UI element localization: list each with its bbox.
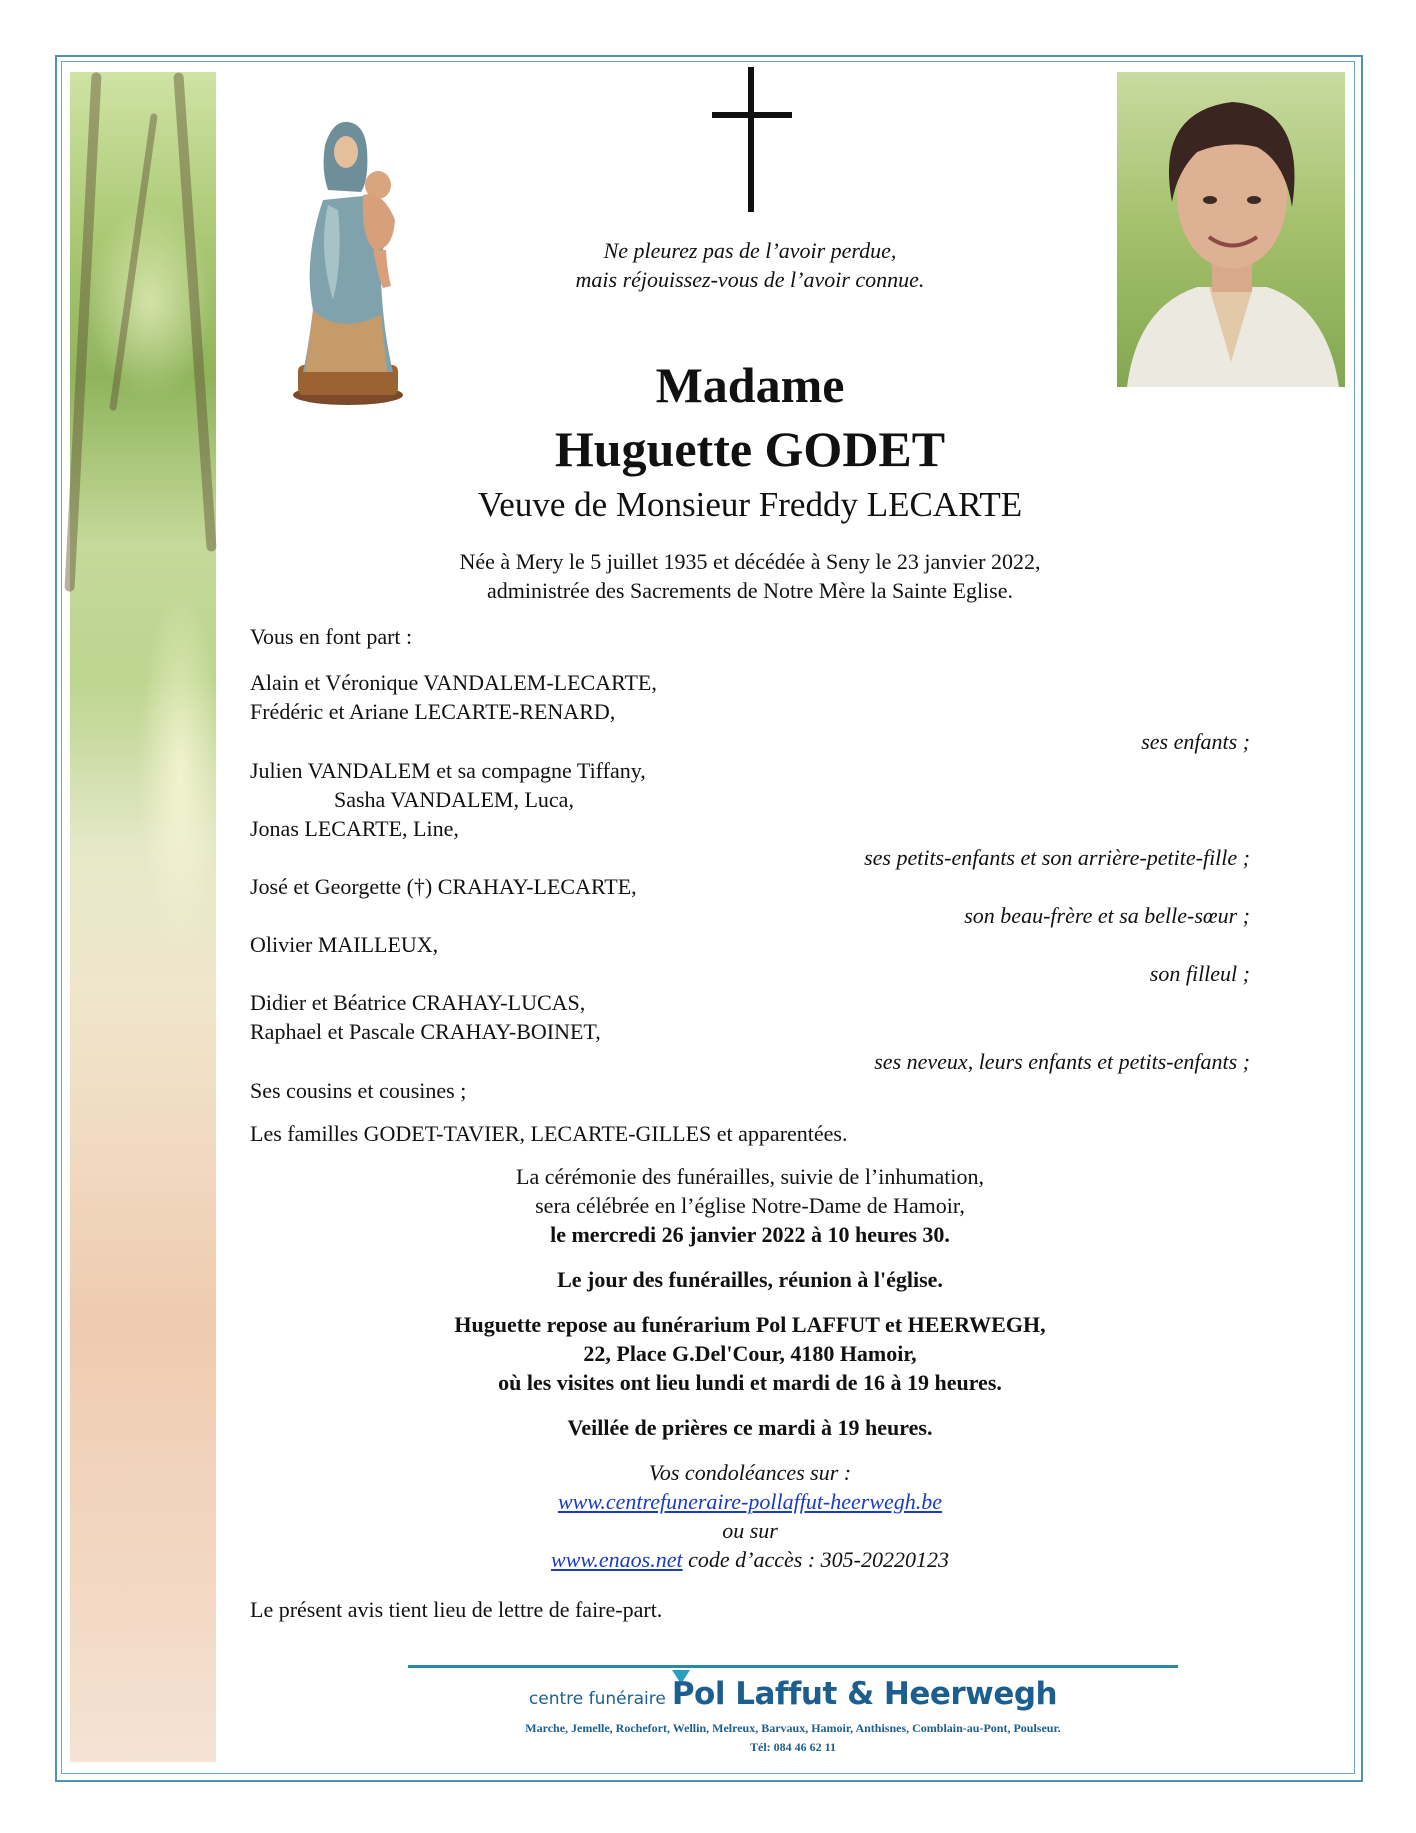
cousins-line: Ses cousins et cousines ; bbox=[250, 1078, 467, 1103]
godson-line: Olivier MAILLEUX, bbox=[250, 932, 439, 957]
birth-death-info bbox=[250, 547, 1250, 605]
access-code: code d’accès : 305-20220123 bbox=[682, 1547, 949, 1572]
funerarium-info bbox=[250, 1310, 1250, 1397]
condolences-block bbox=[250, 1458, 1250, 1574]
birth-death-line-2: administrée des Sacrements de Notre Mère la Sainte Eglise. bbox=[487, 578, 1013, 603]
notice-line: Le présent avis tient lieu de lettre de faire-part. bbox=[250, 1597, 663, 1622]
enaos-link[interactable]: www.enaos.net bbox=[551, 1547, 683, 1572]
family-member: Julien VANDALEM et sa compagne Tiffany, bbox=[250, 758, 646, 783]
children-label: ses enfants ; bbox=[1141, 729, 1250, 754]
children-list bbox=[250, 668, 657, 726]
family-member: Sasha VANDALEM, Luca, bbox=[334, 787, 574, 812]
birth-death-line-1: Née à Mery le 5 juillet 1935 et décédée à Seny le 23 janvier 2022, bbox=[459, 549, 1041, 574]
logo-phone: Tél: 084 46 62 11 bbox=[750, 1740, 836, 1754]
funerarium-visits: où les visites ont lieu lundi et mardi de 16 à 19 heures. bbox=[498, 1370, 1002, 1395]
logo-prefix: centre funéraire bbox=[528, 1689, 666, 1709]
ceremony-line-1: La cérémonie des funérailles, suivie de l’inhumation, bbox=[516, 1164, 984, 1189]
vigil-line: Veillée de prières ce mardi à 19 heures. bbox=[567, 1415, 933, 1440]
family-member: Alain et Véronique VANDALEM-LECARTE, bbox=[250, 670, 657, 695]
logo-locations: Marche, Jemelle, Rochefort, Wellin, Melreux, Barvaux, Hamoir, Anthisnes, Comblain-au-Pont, Poulseur. bbox=[525, 1721, 1061, 1735]
ceremony-line-2: sera célébrée en l’église Notre-Dame de Hamoir, bbox=[535, 1193, 965, 1218]
deceased-title: Madame bbox=[655, 357, 845, 413]
ceremony-info bbox=[250, 1162, 1250, 1249]
logo-brand: Pol Laffut & Heerwegh bbox=[671, 1676, 1058, 1712]
family-member: Raphael et Pascale CRAHAY-BOINET, bbox=[250, 1019, 601, 1044]
forest-path-image bbox=[70, 72, 216, 1762]
inlaws-label: son beau-frère et sa belle-sœur ; bbox=[964, 903, 1250, 928]
epigraph-line-2: mais réjouissez-vous de l’avoir connue. bbox=[575, 267, 925, 292]
nephews-list bbox=[250, 988, 601, 1046]
deceased-name: Huguette GODET bbox=[554, 421, 946, 477]
epigraph bbox=[250, 236, 1250, 294]
funerarium-line-1: Huguette repose au funérarium Pol LAFFUT et HEERWEGH, bbox=[454, 1312, 1046, 1337]
spouse-line: Veuve de Monsieur Freddy LECARTE bbox=[477, 485, 1023, 524]
condolences-or: ou sur bbox=[722, 1518, 778, 1543]
grandchildren-label: ses petits-enfants et son arrière-petite-fille ; bbox=[864, 845, 1250, 870]
cross-icon bbox=[712, 67, 792, 212]
epigraph-line-1: Ne pleurez pas de l’avoir perdue, bbox=[603, 238, 897, 263]
logo-divider bbox=[408, 1665, 1178, 1668]
inlaws-line: José et Georgette (†) CRAHAY-LECARTE, bbox=[250, 874, 637, 899]
intro-line: Vous en font part : bbox=[250, 624, 413, 649]
funeral-home-link[interactable]: www.centrefuneraire-pollaffut-heerwegh.be bbox=[557, 1489, 943, 1514]
nephews-label: ses neveux, leurs enfants et petits-enfants ; bbox=[874, 1049, 1250, 1074]
families-line: Les familles GODET-TAVIER, LECARTE-GILLES et apparentées. bbox=[250, 1121, 848, 1146]
family-member: Frédéric et Ariane LECARTE-RENARD, bbox=[250, 699, 616, 724]
meeting-line: Le jour des funérailles, réunion à l'église. bbox=[557, 1267, 943, 1292]
godson-label: son filleul ; bbox=[1149, 961, 1250, 986]
grandchildren-list bbox=[250, 756, 646, 843]
family-member: Didier et Béatrice CRAHAY-LUCAS, bbox=[250, 990, 586, 1015]
portrait-photo bbox=[1117, 72, 1345, 387]
funeral-home-logo bbox=[408, 1676, 1178, 1712]
family-member: Jonas LECARTE, Line, bbox=[250, 816, 459, 841]
ceremony-date: le mercredi 26 janvier 2022 à 10 heures 30. bbox=[550, 1222, 950, 1247]
condolences-label: Vos condoléances sur : bbox=[648, 1460, 852, 1485]
funerarium-address: 22, Place G.Del'Cour, 4180 Hamoir, bbox=[583, 1341, 917, 1366]
